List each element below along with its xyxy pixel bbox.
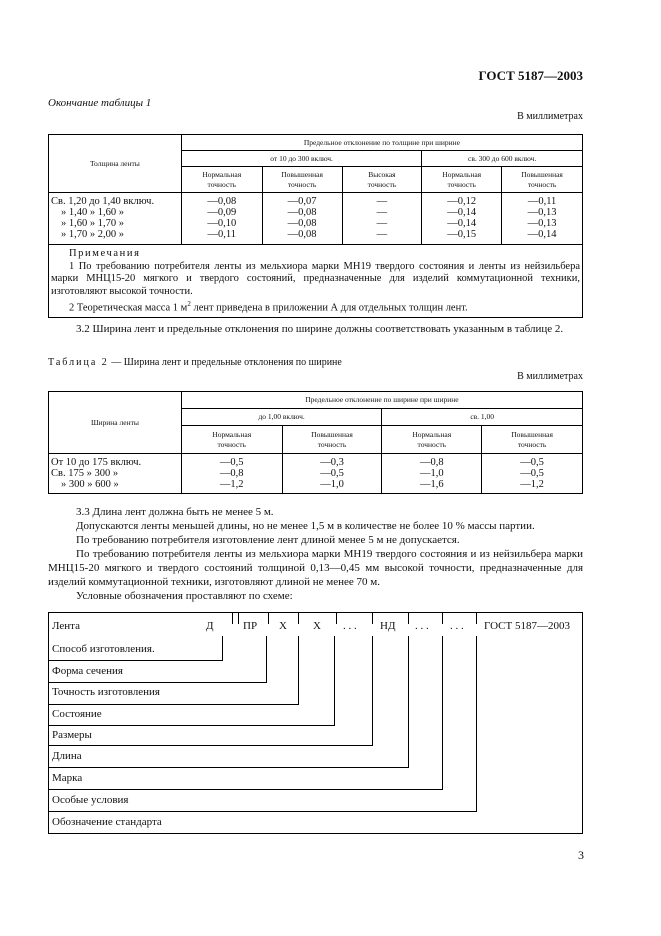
note-1: 1 По требованию потребителя ленты из мельхиора марки МН19 твердого состояния и ленты из нейзильбера марки МНЦ15-20 мягкого и твердого состояний, предназначенные для изделий коммутационной техники, изготовляют высокой точности. [51, 260, 580, 297]
scheme-label: Размеры [52, 729, 92, 741]
table1-values-column: —0,12 —0,14 —0,14 —0,15 [422, 193, 502, 245]
table1-group2: св. 300 до 600 включ. [422, 151, 583, 167]
notes-title: Примечания [69, 248, 141, 259]
table1-values-column: —0,11 —0,13 —0,13 —0,14 [502, 193, 583, 245]
table1-col-header: Повышенная точность [502, 167, 583, 193]
scheme-label: Форма сечения [52, 665, 123, 677]
scheme-label: Длина [52, 750, 82, 762]
scheme-head-pr: ПР [243, 620, 258, 632]
para-3-2: 3.2 Ширина лент и предельные отклонения по ширине должны соответствовать указанным в таблице 2. [76, 323, 564, 335]
scheme-head-x1: Х [279, 620, 287, 632]
table1-head-left: Толщина ленты [49, 135, 182, 193]
table1-col-header: Нормальная точность [181, 167, 262, 193]
scheme-head-d: Д [206, 620, 214, 632]
table1-thickness-column: Св. 1,20 до 1,40 включ. » 1,40 » 1,60 » » 1,60 » 1,70 » » 1,70 » 2,00 » [49, 193, 182, 245]
scheme-head-lenta: Лента [52, 620, 80, 632]
scheme-head-dots3: . . . [450, 620, 464, 632]
table2-col-header: Нормальная точность [181, 426, 282, 454]
scheme-label: Обозначение стандарта [52, 816, 162, 828]
table2-head-left: Ширина ленты [49, 392, 182, 454]
table2-values-column: —0,5 —0,5 —1,2 [482, 454, 583, 494]
table1-values-column: —0,07 —0,08 —0,08 —0,08 [262, 193, 342, 245]
scheme-head-gost: ГОСТ 5187—2003 [484, 620, 570, 632]
table2-units: В миллиметрах [517, 371, 583, 382]
table2-group1: до 1,00 включ. [181, 409, 382, 426]
table1-units: В миллиметрах [517, 111, 583, 122]
standard-header: ГОСТ 5187—2003 [478, 68, 583, 83]
table1-group1: от 10 до 300 включ. [181, 151, 421, 167]
scheme-head-dots2: . . . [415, 620, 429, 632]
table1-caption: Окончание таблицы 1 [48, 97, 152, 109]
note-2: 2 Теоретическая масса 1 $м^2$ лент приведена в приложении А для отдельных толщин лент. [69, 300, 468, 314]
scheme-label: Способ изготовления. [52, 643, 155, 655]
scheme-label: Состояние [52, 708, 102, 720]
table2-group2: св. 1,00 [382, 409, 583, 426]
scheme-head-x2: Х [313, 620, 321, 632]
table2-values-column: —0,8 —1,0 —1,6 [382, 454, 482, 494]
scheme-label: Марка [52, 772, 83, 784]
page-number: 3 [578, 848, 584, 862]
scheme-label: Особые условия [52, 794, 129, 806]
table1-head-main: Предельное отклонение по толщине при ширине [181, 135, 582, 151]
table2-caption: Таблица 2 — Ширина лент и предельные отклонения по ширине [48, 357, 342, 368]
para-3-3-2: Допускаются ленты меньшей длины, но не менее 1,5 м в количестве не более 10 % массы партии. [76, 520, 535, 532]
table2-values-column: —0,5 —0,8 —1,2 [181, 454, 282, 494]
table2-width-column: От 10 до 175 включ. Св. 175 » 300 » » 300 » 600 » [49, 454, 182, 494]
para-3-3-3: По требованию потребителя изготовление лент длиной менее 5 м не допускается. [76, 534, 460, 546]
table1-values-column: — — — — [342, 193, 422, 245]
table2-values-column: —0,3 —0,5 —1,0 [282, 454, 382, 494]
table1-col-header: Высокая точность [342, 167, 422, 193]
para-3-3-4: По требованию потребителя ленты из мельхиора марки МН19 твердого состояния и из нейзильбера марки МНЦ15-20 мягкого и твердого состояний толщиной 0,13—0,45 мм высокой точности, предназначенные для изделий коммутационной техники, изготовляют длиной не менее 70 м. [48, 548, 583, 588]
table1-col-header: Нормальная точность [422, 167, 502, 193]
scheme-head-dots1: . . . [343, 620, 357, 632]
scheme-label: Точность изготовления [52, 686, 160, 698]
table2-head-main: Предельное отклонение по ширине при ширине [181, 392, 582, 409]
para-3-3-1: 3.3 Длина лент должна быть не менее 5 м. [76, 506, 274, 518]
scheme-head-nd: НД [380, 620, 396, 632]
table1-col-header: Повышенная точность [262, 167, 342, 193]
table2-col-header: Нормальная точность [382, 426, 482, 454]
table2-col-header: Повышенная точность [482, 426, 583, 454]
para-3-3-5: Условные обозначения проставляют по схеме: [76, 590, 293, 602]
table2-col-header: Повышенная точность [282, 426, 382, 454]
table1-values-column: —0,08 —0,09 —0,10 —0,11 [181, 193, 262, 245]
